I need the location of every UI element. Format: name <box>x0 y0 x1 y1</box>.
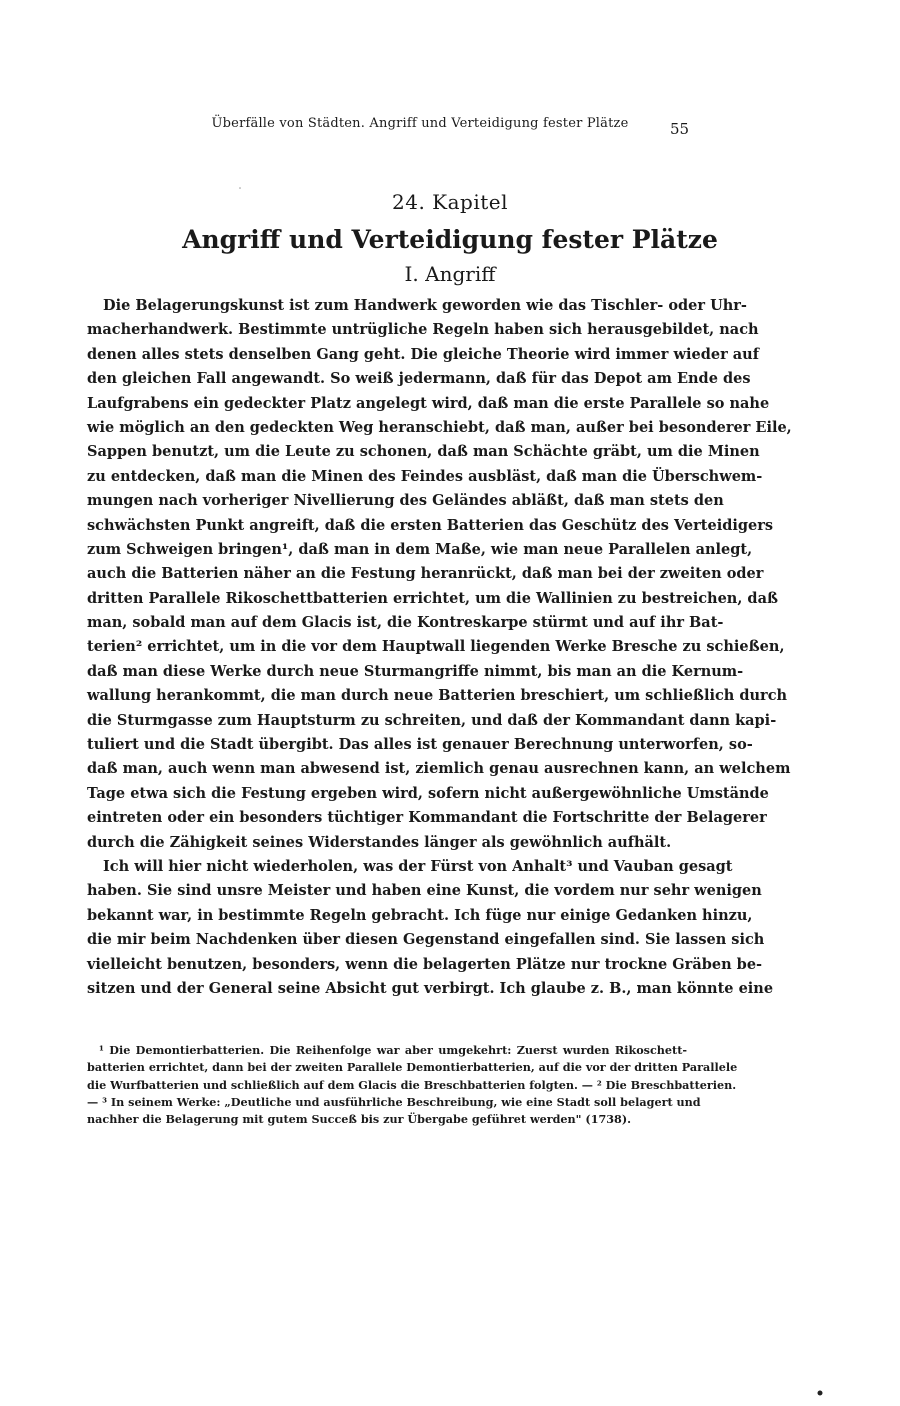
text-line: Sappen benutzt, um die Leute zu schonen, daß man Schächte gräbt, um die Minen <box>87 443 760 461</box>
text-line: zu entdecken, daß man die Minen des Feindes ausbläst, daß man die Überschwem- <box>87 467 763 485</box>
footnote-line: — ³ In seinem Werke: „Deutliche und ausführliche Beschreibung, wie eine Stadt soll belagert und <box>87 1094 701 1109</box>
text-line: macherhandwerk. Bestimmte untrügliche Regeln haben sich herausgebildet, nach <box>87 321 759 339</box>
text-line: daß man, auch wenn man abwesend ist, ziemlich genau ausrechnen kann, an welchem <box>87 760 791 778</box>
text-line: auch die Batterien näher an die Festung heranrückt, daß man bei der zweiten oder <box>87 565 764 583</box>
chapter-title: Angriff und Verteidigung fester Plätze <box>182 225 718 254</box>
page-number: 55 <box>670 120 690 138</box>
print-speck <box>818 1391 823 1396</box>
text-line: zum Schweigen bringen¹, daß man in dem Maße, wie man neue Parallelen anlegt, <box>87 540 753 558</box>
section-title: I. Angriff <box>404 262 496 286</box>
chapter-label: 24. Kapitel <box>392 190 508 214</box>
text-line: Laufgrabens ein gedeckter Platz angelegt wird, daß man die erste Parallele so nahe <box>87 394 770 412</box>
text-line: man, sobald man auf dem Glacis ist, die Kontreskarpe stürmt und auf ihr Bat- <box>87 614 724 632</box>
text-line: die mir beim Nachdenken über diesen Gegenstand eingefallen sind. Sie lassen sich <box>87 931 765 949</box>
text-line: denen alles stets denselben Gang geht. Die gleiche Theorie wird immer wieder auf <box>87 345 759 363</box>
text-line: sitzen und der General seine Absicht gut verbirgt. Ich glaube z. B., man könnte eine <box>87 979 774 997</box>
text-line: Die Belagerungskunst ist zum Handwerk geworden wie das Tischler- oder Uhr- <box>103 297 747 314</box>
text-line: den gleichen Fall angewandt. So weiß jedermann, daß für das Depot am Ende des <box>87 370 751 388</box>
text-line: wie möglich an den gedeckten Weg heranschiebt, daß man, außer bei besonderer Eile, <box>87 418 792 436</box>
text-line: mungen nach vorheriger Nivellierung des Geländes abläßt, daß man stets den <box>87 492 724 510</box>
text-line: eintreten oder ein besonders tüchtiger Kommandant die Fortschritte der Belagerer <box>87 809 767 827</box>
text-line: die Sturmgasse zum Hauptsturm zu schreiten, und daß der Kommandant dann kapi- <box>87 711 777 729</box>
print-speck <box>239 187 241 189</box>
text-line: wallung herankommt, die man durch neue Batterien breschiert, um schließlich durch <box>87 687 788 705</box>
text-line: haben. Sie sind unsre Meister und haben eine Kunst, die vordem nur sehr wenigen <box>87 882 762 900</box>
footnote-line: batterien errichtet, dann bei der zweiten Parallele Demontierbatterien, auf die vor der dritten Parallele <box>87 1060 738 1075</box>
text-line: daß man diese Werke durch neue Sturmangriffe nimmt, bis man an die Kernum- <box>87 662 744 680</box>
text-line: bekannt war, in bestimmte Regeln gebracht. Ich füge nur einige Gedanken hinzu, <box>87 906 753 924</box>
text-line: vielleicht benutzen, besonders, wenn die belagerten Plätze nur trockne Gräben be- <box>87 955 763 973</box>
text-line: Ich will hier nicht wiederholen, was der Fürst von Anhalt³ und Vauban gesagt <box>103 857 733 875</box>
running-head: Überfälle von Städten. Angriff und Verteidigung fester Plätze <box>211 116 629 131</box>
text-line: Tage etwa sich die Festung ergeben wird, sofern nicht außergewöhnliche Umstände <box>87 784 769 802</box>
text-line: durch die Zähigkeit seines Widerstandes länger als gewöhnlich aufhält. <box>87 833 672 851</box>
text-line: terien² errichtet, um in die vor dem Hauptwall liegenden Werke Bresche zu schießen, <box>87 638 785 656</box>
text-line: schwächsten Punkt angreift, daß die ersten Batterien das Geschütz des Verteidigers <box>87 516 774 534</box>
footnote-line: die Wurfbatterien und schließlich auf dem Glacis die Breschbatterien folgten. — ² Die Breschbatterien. <box>87 1077 737 1092</box>
text-line: tuliert und die Stadt übergibt. Das alles ist genauer Berechnung unterworfen, so- <box>87 736 753 754</box>
footnote-line: ¹ Die Demontierbatterien. Die Reihenfolge war aber umgekehrt: Zuerst wurden Rikoschett- <box>99 1043 687 1057</box>
footnote-line: nachher die Belagerung mit gutem Succeß bis zur Übergabe geführet werden" (1738). <box>87 1112 632 1127</box>
text-line: dritten Parallele Rikoschettbatterien errichtet, um die Wallinien zu bestreichen, daß <box>87 589 778 607</box>
